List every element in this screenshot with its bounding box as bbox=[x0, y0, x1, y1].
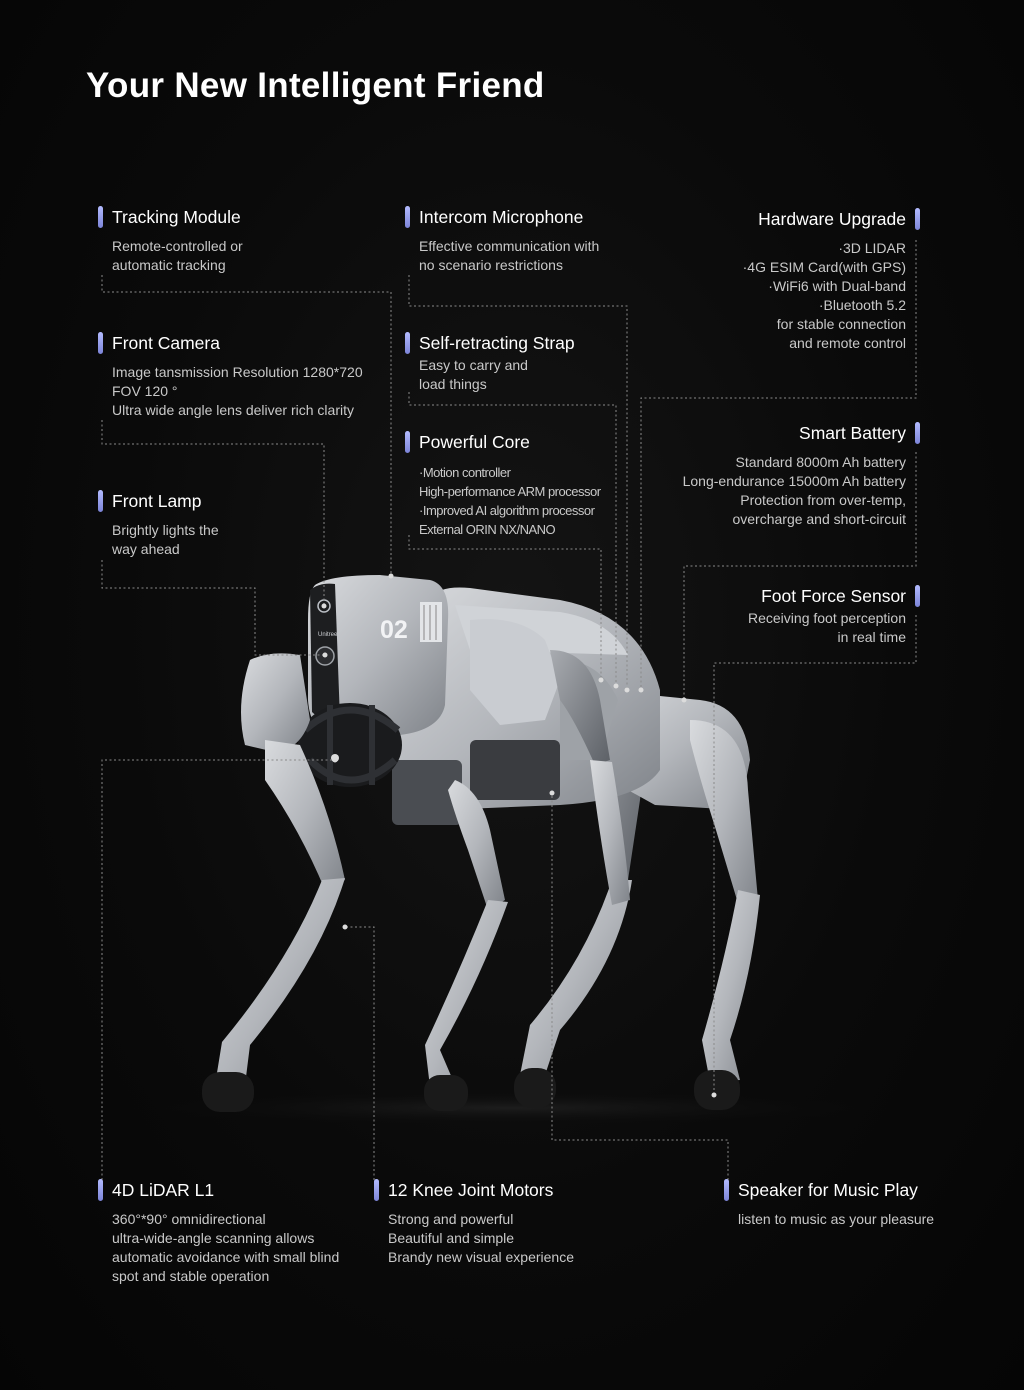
accent-bar bbox=[915, 422, 920, 444]
feature-description: Effective communication with no scenario restrictions bbox=[419, 238, 600, 273]
accent-bar bbox=[724, 1179, 729, 1201]
feature-description: 360°*90° omnidirectional ultra-wide-angle scanning allows automatic avoidance with small blind spot and stable operation bbox=[112, 1211, 340, 1284]
leader-line-speaker bbox=[552, 793, 728, 1180]
feature-description: Standard 8000m Ah battery Long-endurance 15000m Ah battery Protection from over-temp, overcharge and short-circuit bbox=[682, 454, 906, 527]
feature-title: Speaker for Music Play bbox=[738, 1179, 918, 1200]
accent-bar bbox=[374, 1179, 379, 1201]
feature-description: Remote-controlled or automatic tracking bbox=[112, 238, 243, 273]
accent-bar bbox=[98, 206, 103, 228]
feature-self-retracting-strap bbox=[405, 332, 575, 394]
feature-title: Powerful Core bbox=[419, 431, 530, 452]
page-title: Your New Intelligent Friend bbox=[86, 66, 545, 105]
feature-front-camera bbox=[98, 332, 363, 420]
feature-description: Receiving foot perception in real time bbox=[748, 610, 906, 645]
feature-title: 12 Knee Joint Motors bbox=[388, 1179, 554, 1200]
accent-bar bbox=[405, 332, 410, 354]
feature-description: listen to music as your pleasure bbox=[738, 1211, 935, 1227]
feature-title: Tracking Module bbox=[112, 206, 241, 227]
feature-lidar-l1 bbox=[98, 1179, 339, 1286]
robot-badge-number: 02 bbox=[380, 616, 408, 644]
leader-line-lidar bbox=[102, 760, 335, 1180]
leader-line-foot-force-sensor bbox=[714, 615, 916, 1095]
feature-hardware-upgrade bbox=[743, 208, 920, 353]
feature-powerful-core bbox=[405, 431, 601, 539]
feature-title: Front Camera bbox=[112, 332, 220, 353]
feature-title: Self-retracting Strap bbox=[419, 332, 575, 353]
accent-bar bbox=[98, 332, 103, 354]
feature-description: Strong and powerful Beautiful and simple Brandy new visual experience bbox=[388, 1211, 574, 1265]
feature-knee-joint-motors bbox=[374, 1179, 574, 1267]
feature-speaker bbox=[724, 1179, 934, 1229]
accent-bar bbox=[405, 431, 410, 453]
feature-title: Intercom Microphone bbox=[419, 206, 584, 227]
accent-bar bbox=[915, 585, 920, 607]
leader-line-knee-joint bbox=[345, 927, 374, 1180]
feature-title: 4D LiDAR L1 bbox=[112, 1179, 215, 1200]
leader-line-powerful-core bbox=[409, 535, 601, 680]
leader-line-front-lamp bbox=[102, 560, 325, 655]
feature-foot-force-sensor bbox=[748, 585, 920, 647]
feature-title: Hardware Upgrade bbox=[758, 208, 906, 229]
feature-tracking-module bbox=[98, 206, 243, 275]
accent-bar bbox=[98, 490, 103, 512]
feature-description: ·3D LIDAR ·4G ESIM Card(with GPS) ·WiFi6 with Dual-band ·Bluetooth 5.2 for stable connection and remote control bbox=[742, 240, 906, 351]
accent-bar bbox=[915, 208, 920, 230]
feature-description: Easy to carry and load things bbox=[419, 357, 528, 392]
accent-bar bbox=[405, 206, 410, 228]
accent-bar bbox=[98, 1179, 103, 1201]
feature-title: Foot Force Sensor bbox=[761, 585, 906, 606]
feature-front-lamp bbox=[98, 490, 219, 559]
feature-intercom-microphone bbox=[405, 206, 599, 275]
robot-brand-label: Unitree bbox=[318, 632, 338, 638]
feature-description: Image tansmission Resolution 1280*720 FOV 120 ° Ultra wide angle lens deliver rich clarity bbox=[112, 364, 363, 418]
feature-description: Brightly lights the way ahead bbox=[112, 522, 219, 557]
feature-description: ·Motion controller High-performance ARM processor ·Improved AI algorithm processor External ORIN NX/NANO bbox=[419, 465, 601, 537]
feature-title: Front Lamp bbox=[112, 490, 202, 511]
feature-title: Smart Battery bbox=[799, 422, 906, 443]
feature-smart-battery bbox=[683, 422, 920, 529]
